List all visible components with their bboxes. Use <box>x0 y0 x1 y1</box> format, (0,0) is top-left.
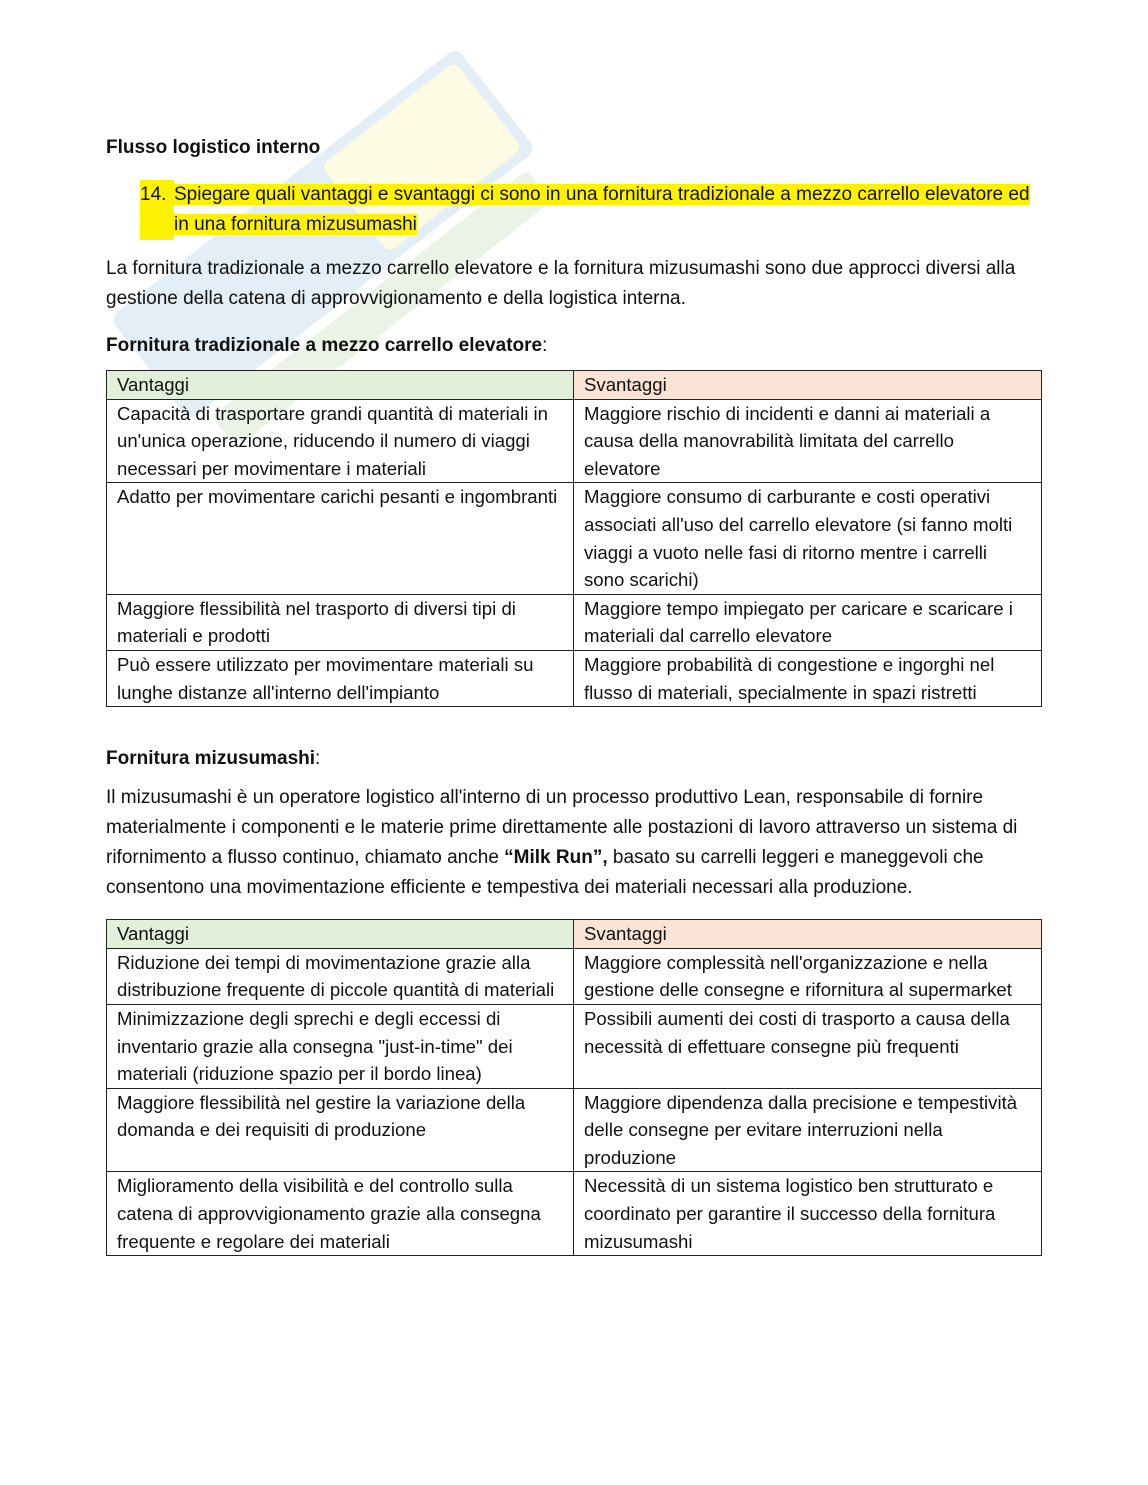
mizusumashi-paragraph: Il mizusumashi è un operatore logistico all'interno di un processo produttivo Lean, responsabile di fornire materialmente i componenti e le materie prime direttamente alle postazioni di lavoro attraverso un sistema di rifornimento a flusso continuo, chiamato anche “Milk Run”, basato su carrelli leggeri e maneggevoli che consentono una movimentazione efficiente e tempestiva dei materiali necessari alla produzione. <box>106 787 1018 899</box>
advantage-cell: Adatto per movimentare carichi pesanti e ingombranti <box>107 483 574 594</box>
section2-title: Fornitura mizusumashi: <box>106 748 321 770</box>
table-row <box>107 483 1042 594</box>
header-disadvantages: Svantaggi <box>574 371 1042 400</box>
mizusumashi-table <box>106 919 1042 1256</box>
table-row <box>107 1172 1042 1256</box>
table-header-row <box>107 920 1042 949</box>
section1-title: Fornitura tradizionale a mezzo carrello elevatore: <box>106 335 548 356</box>
table-row <box>107 399 1042 483</box>
table-row <box>107 1088 1042 1172</box>
disadvantage-cell: Maggiore dipendenza dalla precisione e tempestività delle consegne per evitare interruzioni nella produzione <box>574 1088 1042 1172</box>
advantage-cell: Riduzione dei tempi di movimentazione grazie alla distribuzione frequente di piccole quantità di materiali <box>107 948 574 1004</box>
header-advantages: Vantaggi <box>107 371 574 400</box>
advantage-cell: Minimizzazione degli sprechi e degli eccessi di inventario grazie alla consegna "just-in-time" dei materiali (riduzione spazio per il bordo linea) <box>107 1004 574 1088</box>
advantage-cell: Miglioramento della visibilità e del controllo sulla catena di approvvigionamento grazie alla consegna frequente e regolare dei materiali <box>107 1172 574 1256</box>
question-text: Spiegare quali vantaggi e svantaggi ci sono in una fornitura tradizionale a mezzo carrello elevatore ed in una fornitura mizusumashi <box>174 184 1030 235</box>
disadvantage-cell: Maggiore probabilità di congestione e ingorghi nel flusso di materiali, specialmente in spazi ristretti <box>574 650 1042 706</box>
disadvantage-cell: Maggiore complessità nell'organizzazione e nella gestione delle consegne e rifornitura al supermarket <box>574 948 1042 1004</box>
disadvantage-cell: Possibili aumenti dei costi di trasporto a causa della necessità di effettuare consegne più frequenti <box>574 1004 1042 1088</box>
advantage-cell: Capacità di trasportare grandi quantità di materiali in un'unica operazione, riducendo il numero di viaggi necessari per movimentare i materiali <box>107 399 574 483</box>
header-disadvantages: Svantaggi <box>574 920 1042 949</box>
section-title: Flusso logistico interno <box>106 137 321 158</box>
advantage-cell: Può essere utilizzato per movimentare materiali su lunghe distanze all'interno dell'impianto <box>107 650 574 706</box>
table-row <box>107 948 1042 1004</box>
forklift-table <box>106 370 1042 707</box>
disadvantage-cell: Maggiore rischio di incidenti e danni ai materiali a causa della manovrabilità limitata del carrello elevatore <box>574 399 1042 483</box>
question-item <box>140 180 1042 240</box>
header-advantages: Vantaggi <box>107 920 574 949</box>
table-row <box>107 1004 1042 1088</box>
intro-paragraph: La fornitura tradizionale a mezzo carrello elevatore e la fornitura mizusumashi sono due approcci diversi alla gestione della catena di approvvigionamento e della logistica interna. <box>106 258 1016 309</box>
disadvantage-cell: Maggiore consumo di carburante e costi operativi associati all'uso del carrello elevatore (si fanno molti viaggi a vuoto nelle fasi di ritorno mentre i carrelli sono scarichi) <box>574 483 1042 594</box>
disadvantage-cell: Maggiore tempo impiegato per caricare e scaricare i materiali dal carrello elevatore <box>574 594 1042 650</box>
document-page <box>106 128 1042 1256</box>
question-number: 14. <box>140 180 174 240</box>
table-row <box>107 650 1042 706</box>
disadvantage-cell: Necessità di un sistema logistico ben strutturato e coordinato per garantire il successo della fornitura mizusumashi <box>574 1172 1042 1256</box>
advantage-cell: Maggiore flessibilità nel trasporto di diversi tipi di materiali e prodotti <box>107 594 574 650</box>
table-header-row <box>107 371 1042 400</box>
advantage-cell: Maggiore flessibilità nel gestire la variazione della domanda e dei requisiti di produzione <box>107 1088 574 1172</box>
table-row <box>107 594 1042 650</box>
